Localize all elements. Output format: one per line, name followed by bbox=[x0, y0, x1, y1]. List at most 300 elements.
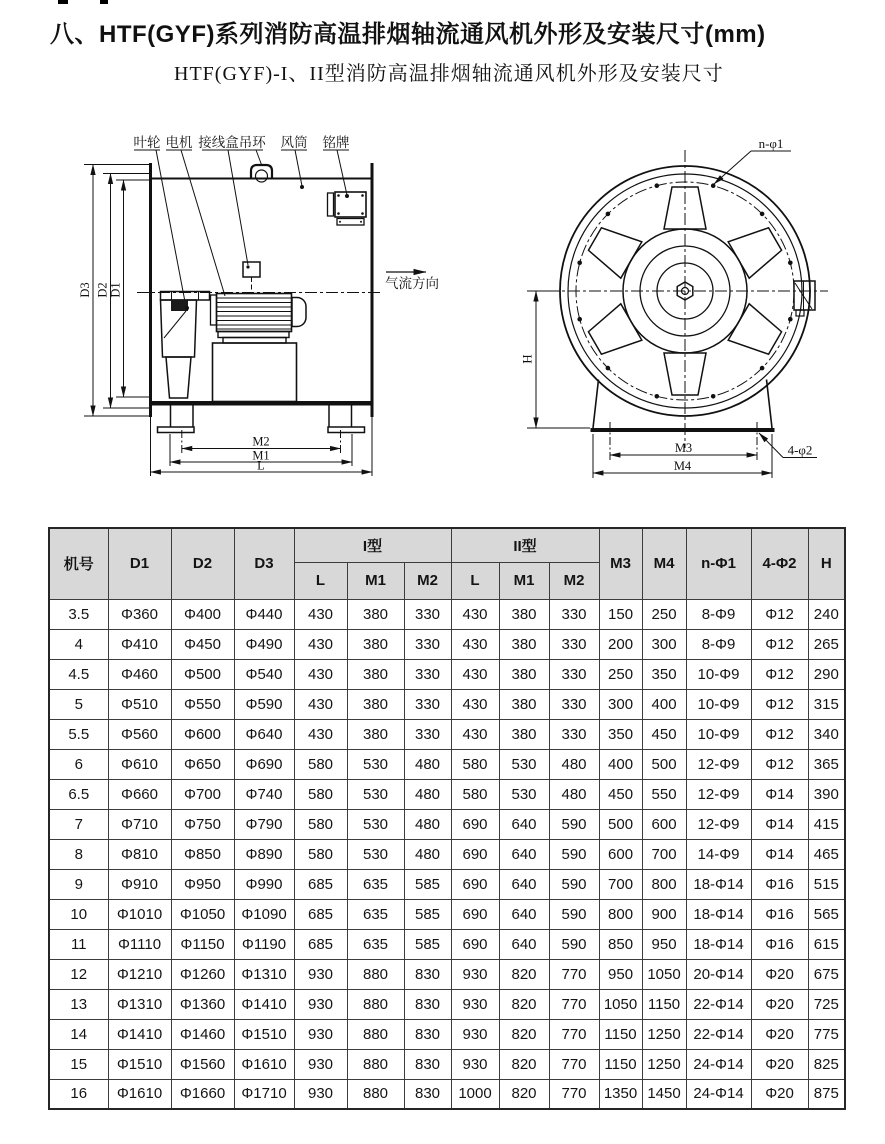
table-row bbox=[49, 809, 845, 839]
table-cell: 600 bbox=[642, 809, 686, 839]
table-row bbox=[49, 869, 845, 899]
table-cell: 3.5 bbox=[49, 599, 108, 629]
table-cell: 290 bbox=[808, 659, 845, 689]
dimension-table bbox=[48, 527, 846, 1110]
table-cell: Φ1710 bbox=[234, 1079, 294, 1109]
table-cell: 820 bbox=[499, 1019, 549, 1049]
dimension-table-body bbox=[49, 599, 845, 1109]
table-cell: 18-Φ14 bbox=[686, 929, 751, 959]
table-cell: 830 bbox=[404, 989, 451, 1019]
table-cell: Φ20 bbox=[751, 959, 808, 989]
table-cell: 6.5 bbox=[49, 779, 108, 809]
table-cell: 825 bbox=[808, 1049, 845, 1079]
table-cell: 690 bbox=[451, 869, 499, 899]
table-cell: 770 bbox=[549, 1019, 599, 1049]
table-cell: 250 bbox=[599, 659, 642, 689]
table-cell: 18-Φ14 bbox=[686, 899, 751, 929]
header-h: H bbox=[808, 528, 845, 599]
table-row bbox=[49, 839, 845, 869]
table-cell: Φ410 bbox=[108, 629, 171, 659]
table-cell: Φ450 bbox=[171, 629, 234, 659]
casing-seam-detail bbox=[794, 281, 815, 316]
mounting-feet bbox=[158, 406, 365, 433]
table-cell: 930 bbox=[294, 1019, 347, 1049]
table-cell: 640 bbox=[499, 869, 549, 899]
table-row bbox=[49, 719, 845, 749]
header-machine-no: 机号 bbox=[49, 528, 108, 599]
dim-h: H bbox=[519, 354, 535, 364]
table-cell: 415 bbox=[808, 809, 845, 839]
table-cell: 380 bbox=[347, 719, 404, 749]
table-cell: Φ1110 bbox=[108, 929, 171, 959]
table-cell: Φ500 bbox=[171, 659, 234, 689]
table-cell: 5 bbox=[49, 689, 108, 719]
table-cell: Φ1260 bbox=[171, 959, 234, 989]
table-cell: 450 bbox=[599, 779, 642, 809]
header-ii-m1: M1 bbox=[499, 562, 549, 599]
table-cell: 640 bbox=[499, 839, 549, 869]
table-cell: 880 bbox=[347, 989, 404, 1019]
table-cell: 430 bbox=[451, 659, 499, 689]
table-cell: 880 bbox=[347, 1019, 404, 1049]
table-cell: 590 bbox=[549, 809, 599, 839]
table-cell: Φ16 bbox=[751, 869, 808, 899]
table-cell: 640 bbox=[499, 899, 549, 929]
table-cell: 585 bbox=[404, 899, 451, 929]
table-row bbox=[49, 1019, 845, 1049]
table-cell: 580 bbox=[451, 779, 499, 809]
table-cell: 1000 bbox=[451, 1079, 499, 1109]
table-cell: 1450 bbox=[642, 1079, 686, 1109]
table-cell: 300 bbox=[599, 689, 642, 719]
table-cell: Φ14 bbox=[751, 839, 808, 869]
duct-label: 风筒 bbox=[280, 135, 308, 150]
table-row bbox=[49, 989, 845, 1019]
table-cell: 685 bbox=[294, 899, 347, 929]
table-cell: Φ560 bbox=[108, 719, 171, 749]
table-cell: 22-Φ14 bbox=[686, 1019, 751, 1049]
table-cell: 820 bbox=[499, 1079, 549, 1109]
table-cell: 775 bbox=[808, 1019, 845, 1049]
table-cell: 4 bbox=[49, 629, 108, 659]
header-type-ii: II型 bbox=[451, 528, 599, 562]
dim-d3: D3 bbox=[78, 282, 92, 298]
table-cell: 430 bbox=[451, 599, 499, 629]
table-cell: 1350 bbox=[599, 1079, 642, 1109]
table-cell: 265 bbox=[808, 629, 845, 659]
table-cell: Φ690 bbox=[234, 749, 294, 779]
header-ii-l: L bbox=[451, 562, 499, 599]
table-cell: 875 bbox=[808, 1079, 845, 1109]
table-cell: 675 bbox=[808, 959, 845, 989]
table-cell: 615 bbox=[808, 929, 845, 959]
header-i-l: L bbox=[294, 562, 347, 599]
table-cell: 22-Φ14 bbox=[686, 989, 751, 1019]
table-cell: Φ1360 bbox=[171, 989, 234, 1019]
table-cell: 700 bbox=[599, 869, 642, 899]
table-cell: 500 bbox=[642, 749, 686, 779]
table-cell: 380 bbox=[499, 629, 549, 659]
table-cell: Φ1410 bbox=[108, 1019, 171, 1049]
table-cell: 930 bbox=[294, 1079, 347, 1109]
table-cell: 11 bbox=[49, 929, 108, 959]
table-cell: Φ16 bbox=[751, 929, 808, 959]
table-cell: 530 bbox=[499, 749, 549, 779]
table-cell: 600 bbox=[599, 839, 642, 869]
header-m4: M4 bbox=[642, 528, 686, 599]
table-cell: 530 bbox=[347, 779, 404, 809]
table-cell: 24-Φ14 bbox=[686, 1079, 751, 1109]
table-row bbox=[49, 1049, 845, 1079]
table-cell: 330 bbox=[549, 659, 599, 689]
table-cell: Φ510 bbox=[108, 689, 171, 719]
table-cell: 450 bbox=[642, 719, 686, 749]
table-cell: 480 bbox=[549, 779, 599, 809]
table-cell: 590 bbox=[549, 929, 599, 959]
table-cell: 15 bbox=[49, 1049, 108, 1079]
dim-m3: M3 bbox=[674, 441, 693, 455]
page-title: 八、HTF(GYF)系列消防高温排烟轴流通风机外形及安装尺寸(mm) bbox=[50, 21, 766, 48]
table-cell: 430 bbox=[294, 689, 347, 719]
table-cell: 150 bbox=[599, 599, 642, 629]
table-cell: 725 bbox=[808, 989, 845, 1019]
table-cell: Φ1050 bbox=[171, 899, 234, 929]
table-cell: 690 bbox=[451, 929, 499, 959]
table-cell: Φ1150 bbox=[171, 929, 234, 959]
table-cell: 950 bbox=[599, 959, 642, 989]
table-cell: 330 bbox=[404, 719, 451, 749]
table-cell: 930 bbox=[294, 989, 347, 1019]
table-cell: Φ610 bbox=[108, 749, 171, 779]
table-cell: Φ14 bbox=[751, 809, 808, 839]
dim-m4: M4 bbox=[673, 459, 692, 473]
table-row bbox=[49, 779, 845, 809]
table-cell: 430 bbox=[451, 719, 499, 749]
table-cell: 590 bbox=[549, 839, 599, 869]
table-cell: 430 bbox=[451, 629, 499, 659]
table-cell: Φ14 bbox=[751, 779, 808, 809]
table-cell: 430 bbox=[294, 629, 347, 659]
table-cell: 880 bbox=[347, 1079, 404, 1109]
bolt-holes-label: n-φ1 bbox=[758, 136, 784, 151]
table-row bbox=[49, 749, 845, 779]
table-cell: 24-Φ14 bbox=[686, 1049, 751, 1079]
table-cell: 5.5 bbox=[49, 719, 108, 749]
table-cell: 640 bbox=[499, 929, 549, 959]
scan-artifact bbox=[58, 0, 68, 4]
table-cell: 530 bbox=[347, 749, 404, 779]
table-cell: 350 bbox=[599, 719, 642, 749]
table-cell: 770 bbox=[549, 959, 599, 989]
table-cell: 10-Φ9 bbox=[686, 659, 751, 689]
table-cell: Φ1190 bbox=[234, 929, 294, 959]
table-cell: 380 bbox=[499, 689, 549, 719]
table-cell: Φ12 bbox=[751, 719, 808, 749]
table-cell: 480 bbox=[549, 749, 599, 779]
header-i-m2: M2 bbox=[404, 562, 451, 599]
table-cell: 300 bbox=[642, 629, 686, 659]
impeller-label: 叶轮 bbox=[133, 135, 161, 150]
table-cell: 530 bbox=[347, 839, 404, 869]
table-cell: 330 bbox=[549, 629, 599, 659]
table-cell: 1150 bbox=[599, 1019, 642, 1049]
table-cell: 930 bbox=[451, 989, 499, 1019]
table-cell: Φ1090 bbox=[234, 899, 294, 929]
table-cell: 585 bbox=[404, 929, 451, 959]
table-cell: 315 bbox=[808, 689, 845, 719]
table-cell: 480 bbox=[404, 839, 451, 869]
table-cell: 820 bbox=[499, 1049, 549, 1079]
table-cell: 380 bbox=[347, 659, 404, 689]
table-cell: 4.5 bbox=[49, 659, 108, 689]
table-cell: 880 bbox=[347, 1049, 404, 1079]
table-cell: Φ1610 bbox=[234, 1049, 294, 1079]
table-cell: 820 bbox=[499, 959, 549, 989]
table-cell: 14-Φ9 bbox=[686, 839, 751, 869]
table-cell: 830 bbox=[404, 1049, 451, 1079]
table-row bbox=[49, 659, 845, 689]
table-cell: 380 bbox=[347, 689, 404, 719]
table-cell: Φ1510 bbox=[234, 1019, 294, 1049]
table-cell: 580 bbox=[294, 809, 347, 839]
table-cell: Φ910 bbox=[108, 869, 171, 899]
table-cell: 800 bbox=[599, 899, 642, 929]
table-cell: 390 bbox=[808, 779, 845, 809]
table-cell: 770 bbox=[549, 1049, 599, 1079]
table-cell: Φ460 bbox=[108, 659, 171, 689]
impeller bbox=[161, 292, 210, 399]
table-row bbox=[49, 899, 845, 929]
table-cell: Φ740 bbox=[234, 779, 294, 809]
table-cell: 580 bbox=[451, 749, 499, 779]
table-cell: Φ440 bbox=[234, 599, 294, 629]
table-cell: 585 bbox=[404, 869, 451, 899]
junction-box bbox=[243, 262, 260, 294]
table-cell: Φ660 bbox=[108, 779, 171, 809]
header-d1: D1 bbox=[108, 528, 171, 599]
table-cell: Φ1610 bbox=[108, 1079, 171, 1109]
table-cell: 330 bbox=[549, 719, 599, 749]
dim-m1: M1 bbox=[252, 448, 270, 463]
table-cell: 930 bbox=[451, 959, 499, 989]
header-m3: M3 bbox=[599, 528, 642, 599]
table-row bbox=[49, 929, 845, 959]
junction-box-ring-label: 接线盒吊环 bbox=[198, 135, 266, 150]
table-cell: 830 bbox=[404, 1079, 451, 1109]
table-cell: Φ20 bbox=[751, 1019, 808, 1049]
table-cell: Φ1010 bbox=[108, 899, 171, 929]
table-cell: 900 bbox=[642, 899, 686, 929]
table-cell: 14 bbox=[49, 1019, 108, 1049]
nameplate-label: 铭牌 bbox=[322, 135, 350, 150]
header-n-phi1: n-Φ1 bbox=[686, 528, 751, 599]
table-cell: 250 bbox=[642, 599, 686, 629]
table-cell: Φ1310 bbox=[234, 959, 294, 989]
table-row bbox=[49, 599, 845, 629]
table-cell: Φ12 bbox=[751, 689, 808, 719]
table-cell: Φ1510 bbox=[108, 1049, 171, 1079]
table-cell: 685 bbox=[294, 929, 347, 959]
table-cell: Φ990 bbox=[234, 869, 294, 899]
table-cell: 635 bbox=[347, 899, 404, 929]
table-cell: 365 bbox=[808, 749, 845, 779]
table-cell: 10-Φ9 bbox=[686, 719, 751, 749]
table-cell: 930 bbox=[451, 1019, 499, 1049]
table-row bbox=[49, 629, 845, 659]
lifting-ring bbox=[251, 165, 272, 179]
table-cell: Φ1410 bbox=[234, 989, 294, 1019]
motor-label: 电机 bbox=[165, 135, 193, 150]
motor bbox=[211, 294, 307, 402]
page-subtitle: HTF(GYF)-I、II型消防高温排烟轴流通风机外形及安装尺寸 bbox=[174, 63, 724, 85]
airflow-label: 气流方向 bbox=[385, 276, 439, 291]
table-cell: 330 bbox=[404, 659, 451, 689]
table-cell: 16 bbox=[49, 1079, 108, 1109]
table-cell: 240 bbox=[808, 599, 845, 629]
table-cell: 20-Φ14 bbox=[686, 959, 751, 989]
table-cell: 690 bbox=[451, 809, 499, 839]
table-cell: 13 bbox=[49, 989, 108, 1019]
table-cell: 880 bbox=[347, 959, 404, 989]
table-cell: Φ1660 bbox=[171, 1079, 234, 1109]
table-cell: Φ750 bbox=[171, 809, 234, 839]
table-cell: Φ1560 bbox=[171, 1049, 234, 1079]
table-cell: Φ20 bbox=[751, 989, 808, 1019]
table-cell: Φ20 bbox=[751, 1079, 808, 1109]
table-cell: 330 bbox=[549, 689, 599, 719]
table-cell: 465 bbox=[808, 839, 845, 869]
table-cell: 830 bbox=[404, 959, 451, 989]
table-cell: 530 bbox=[499, 779, 549, 809]
table-cell: 12-Φ9 bbox=[686, 779, 751, 809]
table-cell: Φ20 bbox=[751, 1049, 808, 1079]
table-cell: 430 bbox=[294, 599, 347, 629]
table-cell: 550 bbox=[642, 779, 686, 809]
table-cell: 10 bbox=[49, 899, 108, 929]
table-cell: 380 bbox=[499, 719, 549, 749]
table-cell: 1050 bbox=[642, 959, 686, 989]
side-view-drawing bbox=[78, 134, 439, 476]
dim-d1: D1 bbox=[108, 282, 123, 298]
table-cell: 1150 bbox=[599, 1049, 642, 1079]
table-cell: 1250 bbox=[642, 1049, 686, 1079]
table-cell: 590 bbox=[549, 899, 599, 929]
table-cell: 800 bbox=[642, 869, 686, 899]
table-cell: 580 bbox=[294, 839, 347, 869]
table-cell: Φ550 bbox=[171, 689, 234, 719]
table-cell: 430 bbox=[294, 719, 347, 749]
table-cell: Φ590 bbox=[234, 689, 294, 719]
table-cell: 330 bbox=[404, 629, 451, 659]
header-ii-m2: M2 bbox=[549, 562, 599, 599]
table-cell: 12-Φ9 bbox=[686, 749, 751, 779]
table-cell: 770 bbox=[549, 989, 599, 1019]
table-row bbox=[49, 689, 845, 719]
table-cell: 330 bbox=[404, 689, 451, 719]
table-cell: 635 bbox=[347, 869, 404, 899]
table-cell: 1250 bbox=[642, 1019, 686, 1049]
table-cell: 515 bbox=[808, 869, 845, 899]
table-row bbox=[49, 1079, 845, 1109]
table-cell: Φ12 bbox=[751, 599, 808, 629]
table-cell: 590 bbox=[549, 869, 599, 899]
table-cell: 850 bbox=[599, 929, 642, 959]
table-cell: Φ810 bbox=[108, 839, 171, 869]
table-cell: Φ650 bbox=[171, 749, 234, 779]
table-cell: Φ1210 bbox=[108, 959, 171, 989]
table-cell: 8 bbox=[49, 839, 108, 869]
dim-l: L bbox=[257, 458, 265, 473]
table-cell: 930 bbox=[294, 959, 347, 989]
table-cell: 685 bbox=[294, 869, 347, 899]
table-cell: 12-Φ9 bbox=[686, 809, 751, 839]
table-cell: 930 bbox=[294, 1049, 347, 1079]
table-cell: 480 bbox=[404, 779, 451, 809]
table-cell: 9 bbox=[49, 869, 108, 899]
dim-d2: D2 bbox=[95, 282, 110, 298]
dim-m2: M2 bbox=[252, 434, 270, 449]
table-cell: Φ700 bbox=[171, 779, 234, 809]
table-cell: 6 bbox=[49, 749, 108, 779]
table-cell: Φ1310 bbox=[108, 989, 171, 1019]
header-d3: D3 bbox=[234, 528, 294, 599]
front-view-drawing bbox=[520, 136, 829, 478]
table-cell: 1150 bbox=[642, 989, 686, 1019]
table-cell: 635 bbox=[347, 929, 404, 959]
table-cell: 430 bbox=[294, 659, 347, 689]
table-cell: 530 bbox=[347, 809, 404, 839]
table-cell: 820 bbox=[499, 989, 549, 1019]
table-cell: 1050 bbox=[599, 989, 642, 1019]
table-cell: Φ540 bbox=[234, 659, 294, 689]
table-cell: 8-Φ9 bbox=[686, 599, 751, 629]
table-cell: Φ400 bbox=[171, 599, 234, 629]
table-cell: Φ790 bbox=[234, 809, 294, 839]
table-cell: 350 bbox=[642, 659, 686, 689]
table-cell: 640 bbox=[499, 809, 549, 839]
table-cell: Φ490 bbox=[234, 629, 294, 659]
header-type-i: I型 bbox=[294, 528, 451, 562]
table-cell: Φ360 bbox=[108, 599, 171, 629]
table-cell: 700 bbox=[642, 839, 686, 869]
table-cell: 770 bbox=[549, 1079, 599, 1109]
table-cell: Φ12 bbox=[751, 629, 808, 659]
table-cell: 400 bbox=[599, 749, 642, 779]
table-cell: 930 bbox=[451, 1049, 499, 1079]
table-cell: 12 bbox=[49, 959, 108, 989]
table-cell: 380 bbox=[347, 599, 404, 629]
table-cell: 565 bbox=[808, 899, 845, 929]
table-cell: Φ1460 bbox=[171, 1019, 234, 1049]
scan-artifact bbox=[100, 0, 108, 4]
table-cell: 380 bbox=[347, 629, 404, 659]
table-cell: 480 bbox=[404, 749, 451, 779]
table-cell: 200 bbox=[599, 629, 642, 659]
table-cell: 330 bbox=[404, 599, 451, 629]
table-cell: 10-Φ9 bbox=[686, 689, 751, 719]
pedestal-base bbox=[591, 428, 775, 432]
table-cell: 400 bbox=[642, 689, 686, 719]
table-cell: 690 bbox=[451, 839, 499, 869]
table-cell: 7 bbox=[49, 809, 108, 839]
table-cell: 340 bbox=[808, 719, 845, 749]
table-cell: 8-Φ9 bbox=[686, 629, 751, 659]
table-cell: 580 bbox=[294, 749, 347, 779]
table-cell: Φ12 bbox=[751, 749, 808, 779]
table-cell: Φ600 bbox=[171, 719, 234, 749]
header-4-phi2: 4-Φ2 bbox=[751, 528, 808, 599]
header-i-m1: M1 bbox=[347, 562, 404, 599]
